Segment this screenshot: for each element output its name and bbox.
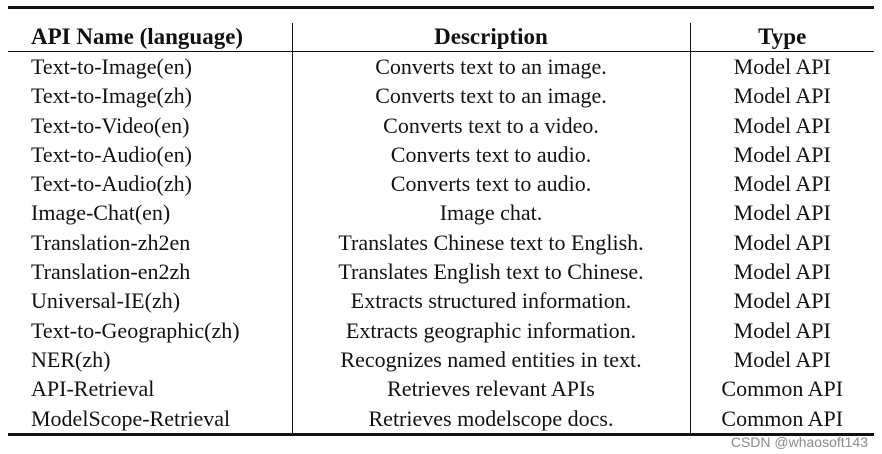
cell-description: Extracts geographic information. [292,316,690,345]
cell-api-name: Text-to-Image(zh) [31,83,192,109]
api-table [8,23,874,433]
cell-type: Model API [733,171,831,197]
cell-api-name: Text-to-Geographic(zh) [31,317,240,343]
top-rule [8,6,874,9]
table-row [8,111,874,140]
cell-description: Translates Chinese text to English. [292,228,690,257]
cell-description: Converts text to a video. [292,111,690,140]
table-row [8,52,874,82]
cell-api-name: Text-to-Audio(zh) [31,171,192,197]
cell-type: Model API [733,259,831,285]
cell-type: Model API [733,54,831,79]
cell-api-name: Image-Chat(en) [31,200,171,226]
cell-description: Retrieves relevant APIs [292,374,690,403]
cell-api-name: Text-to-Video(en) [31,112,190,138]
cell-type: Common API [721,405,844,431]
cell-description: Converts text to audio. [292,169,690,198]
header-type: Type [758,24,807,49]
cell-type: Model API [733,229,831,255]
cell-api-name: Text-to-Image(en) [31,54,192,79]
cell-api-name: Translation-en2zh [31,259,191,285]
cell-api-name: API-Retrieval [31,376,155,402]
table-row [8,140,874,169]
cell-description: Converts text to an image. [292,81,690,110]
table-row [8,198,874,227]
cell-type: Model API [733,112,831,138]
cell-type: Model API [733,317,831,343]
header-description: Description [292,23,690,52]
header-row [8,23,874,52]
cell-type: Common API [721,376,844,402]
cell-api-name: ModelScope-Retrieval [31,405,231,431]
cell-description: Converts text to an image. [292,52,690,82]
cell-type: Model API [733,288,831,314]
header-api-name: API Name (language) [31,24,244,49]
cell-api-name: Text-to-Audio(en) [31,141,192,167]
table-row [8,286,874,315]
cell-description: Extracts structured information. [292,286,690,315]
cell-api-name: Translation-zh2en [31,229,191,255]
cell-api-name: Universal-IE(zh) [31,288,181,314]
cell-description: Translates English text to Chinese. [292,257,690,286]
cell-type: Model API [733,346,831,372]
cell-type: Model API [733,141,831,167]
table-row [8,257,874,286]
table-row [8,316,874,345]
table-row [8,169,874,198]
table-row [8,345,874,374]
cell-api-name: NER(zh) [31,346,111,372]
table-row [8,404,874,433]
cell-description: Converts text to audio. [292,140,690,169]
table-row [8,81,874,110]
watermark-text: CSDN @whaosoft143 [730,434,868,450]
cell-type: Model API [733,200,831,226]
cell-description: Retrieves modelscope docs. [292,404,690,433]
table-row [8,374,874,403]
api-table-container [8,6,874,436]
cell-type: Model API [733,83,831,109]
table-row [8,228,874,257]
table-body [8,52,874,433]
cell-description: Image chat. [292,198,690,227]
cell-description: Recognizes named entities in text. [292,345,690,374]
